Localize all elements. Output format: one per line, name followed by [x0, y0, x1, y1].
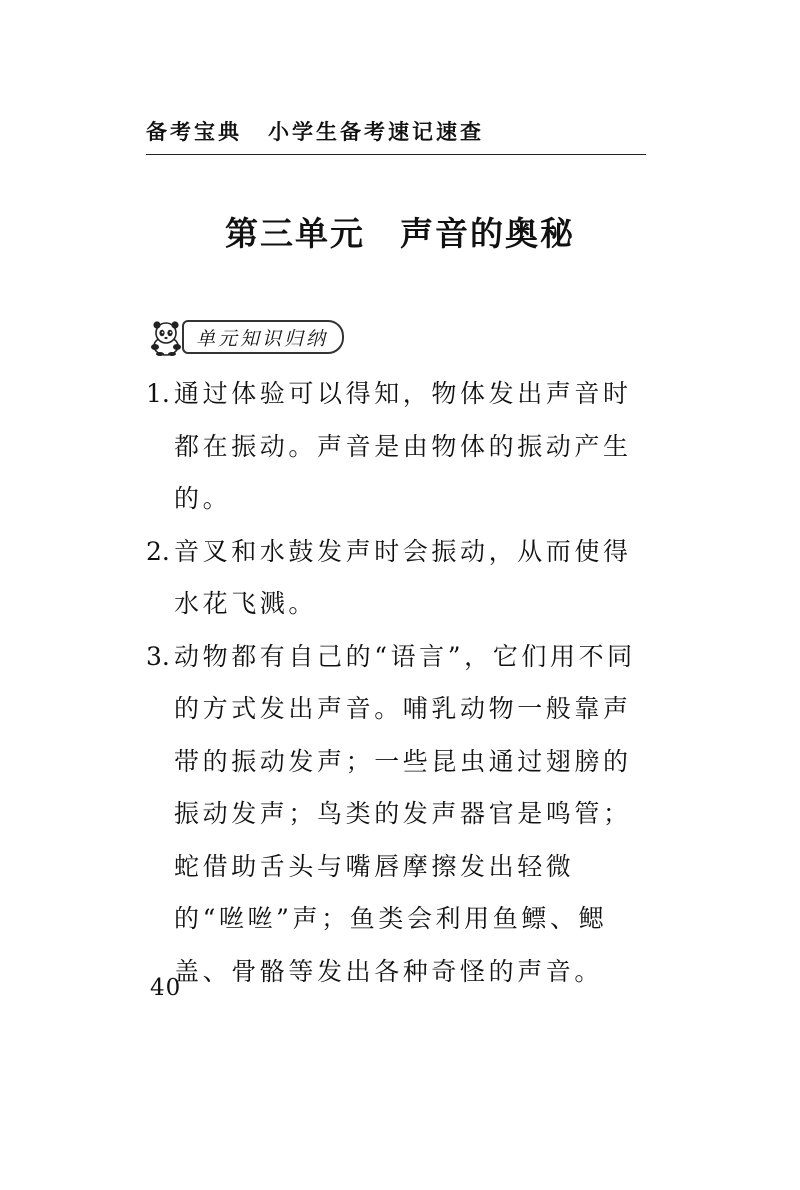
panda-mascot-icon: [146, 318, 186, 356]
running-header: [146, 116, 646, 155]
section-label-text: 单元知识归纳: [182, 320, 344, 354]
item-text: 动物都有自己的“语言”，它们用不同的方式发出声音。哺乳动物一般靠声带的振动发声；一些昆虫通过翅膀的振动发声；鸟类的发声器官是鸣管；蛇借助舌头与嘴唇摩擦发出轻微的“咝咝”声；鱼类会利用鱼鳔、鳃盖、骨骼等发出各种奇怪的声音。: [174, 641, 636, 986]
unit-title: 第三单元 声音的奥秘: [225, 214, 575, 253]
list-item: [146, 631, 646, 999]
item-number: 1.: [146, 379, 170, 408]
item-text: 通过体验可以得知，物体发出声音时都在振动。声音是由物体的振动产生的。: [174, 379, 632, 513]
list-item: [146, 368, 646, 526]
knowledge-list: [146, 368, 646, 998]
section-label: [146, 318, 344, 356]
book-name: 备考宝典: [146, 120, 242, 144]
item-text: 音叉和水鼓发声时会振动，从而使得水花飞溅。: [174, 536, 632, 618]
series-name: 小学生备考速记速查: [268, 120, 484, 144]
item-number: 3.: [146, 641, 170, 671]
page-number: 40: [150, 975, 182, 1001]
item-number: 2.: [146, 536, 170, 566]
list-item: [146, 526, 646, 631]
